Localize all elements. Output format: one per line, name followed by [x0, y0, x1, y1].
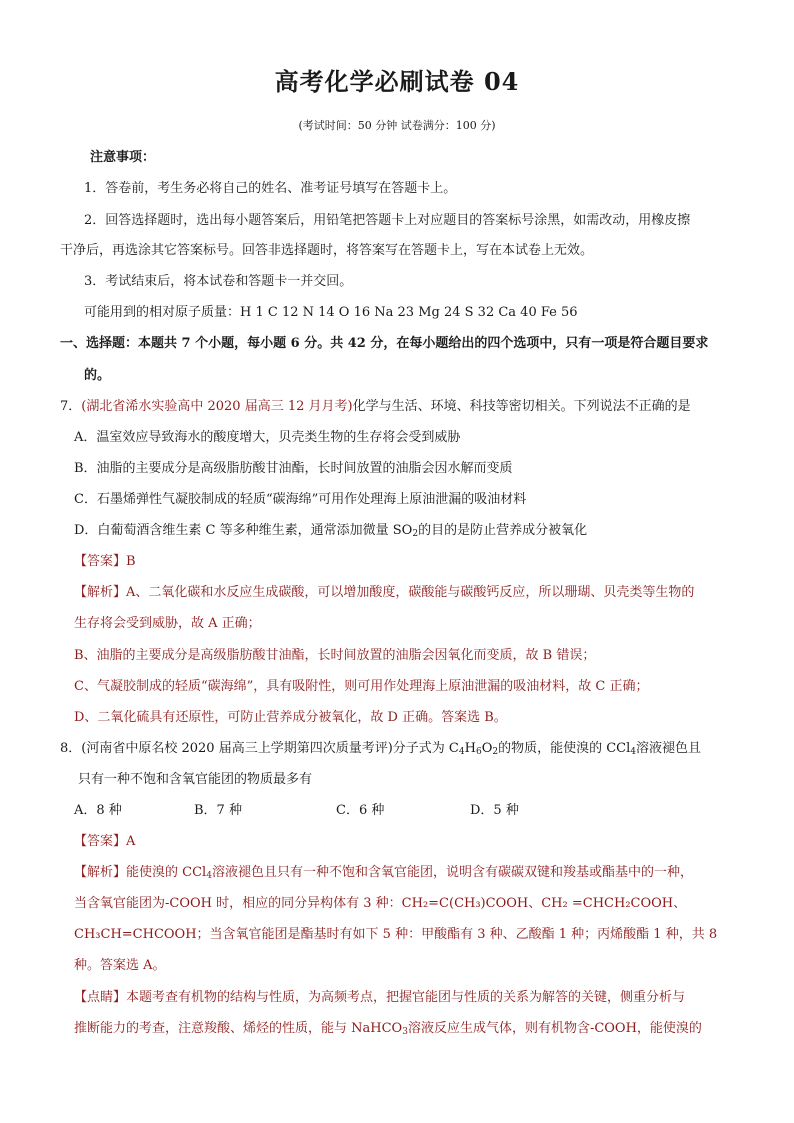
- question-8-stem-line-2: 只有一种不饱和含氧官能团的物质最多有: [78, 772, 313, 787]
- question-number: 8．: [60, 741, 82, 756]
- q8-option-b: B．7 种: [194, 803, 242, 818]
- q8-point-line-1: [74, 989, 685, 1007]
- atomic-masses: 可能用到的相对原子质量：H 1 C 12 N 14 O 16 Na 23 Mg 24 S 32 Ca 40 Fe 56: [84, 305, 578, 320]
- formula-part: O: [481, 741, 493, 756]
- q7-analysis-line-5: D、二氧化硫具有还原性，可防止营养成分被氧化，故 D 正确。答案选 B。: [74, 710, 507, 725]
- question-source: (河南省中原名校 2020 届高三上学期第四次质量考评): [81, 741, 393, 756]
- analysis-label: 【解析】: [74, 585, 127, 600]
- analysis-label: 【解析】: [74, 865, 127, 880]
- point-text: 溶液反应生成气体，则有机物含-COOH，能使溴的: [407, 1021, 702, 1036]
- notice-item-3: 3．考试结束后，将本试卷和答题卡一并交回。: [84, 274, 353, 289]
- question-7-stem: [60, 398, 691, 416]
- notice-heading: 注意事项：: [90, 150, 156, 165]
- notice-item-1: 1．答卷前，考生务必将自己的姓名、准考证号填写在答题卡上。: [84, 181, 457, 196]
- q8-option-a: A．8 种: [74, 803, 122, 818]
- answer-value: A: [126, 834, 136, 849]
- section-heading-line-2: 的。: [84, 368, 111, 383]
- q8-options: [74, 802, 519, 820]
- analysis-text: 溶液褪色且只有一种不饱和含氧官能团，说明含有碳碳双键和羧基或酯基中的一种，: [211, 865, 693, 880]
- option-text: D．白葡萄酒含维生素 C 等多种维生素，通常添加微量 SO: [74, 523, 413, 538]
- section-heading-line-1: 一、选择题：本题共 7 个小题，每小题 6 分。共 42 分，在每小题给出的四个选项中，只有一项是符合题目要求: [60, 336, 709, 351]
- question-8-stem-line-1: [60, 740, 701, 758]
- answer-label: 【答案】: [74, 834, 127, 849]
- q7-analysis-line-1: [74, 584, 694, 602]
- subscript: 6: [475, 747, 482, 757]
- subscript: 2: [492, 747, 499, 757]
- notice-item-2-line-1: 2．回答选择题时，选出每小题答案后，用铅笔把答题卡上对应题目的答案标号涂黑，如需改动，用橡皮擦: [84, 213, 691, 228]
- subscript: 4: [458, 747, 465, 757]
- question-text: 的物质，能使溴的 CCl: [498, 741, 631, 756]
- point-label: 【点睛】: [74, 990, 127, 1005]
- page-title: 高考化学必刷试卷 04: [274, 67, 520, 96]
- question-number: 7．: [60, 399, 82, 414]
- q7-analysis-line-2: 生存将会受到威胁，故 A 正确；: [74, 616, 261, 631]
- answer-label: 【答案】: [74, 554, 127, 569]
- subscript: 3: [402, 1027, 408, 1037]
- point-text: 本题考查有机物的结构与性质，为高频考点，把握官能团与性质的关系为解答的关键，侧重分析与: [126, 990, 686, 1005]
- q7-option-c: C．石墨烯弹性气凝胶制成的轻质“碳海绵”可用作处理海上原油泄漏的吸油材料: [74, 492, 527, 507]
- notice-item-2-line-2: 干净后，再选涂其它答案标号。回答非选择题时，将答案写在答题卡上，写在本试卷上无效。: [60, 243, 594, 258]
- question-text: 溶液褪色且: [636, 741, 702, 756]
- q8-analysis-line-1: [74, 864, 693, 882]
- q8-analysis-line-3: CH₃CH=CHCOOH；当含氧官能团是酯基时有如下 5 种：甲酸酯有 3 种、乙酸酯 1 种；丙烯酸酯 1 种，共 8: [74, 927, 718, 942]
- q8-analysis-line-4: 种。答案选 A。: [74, 958, 166, 973]
- q8-answer: [74, 833, 135, 851]
- subscript: 2: [412, 529, 419, 539]
- q7-option-a: A．温室效应导致海水的酸度增大，贝壳类生物的生存将会受到威胁: [74, 430, 461, 445]
- subscript: 4: [206, 871, 212, 881]
- answer-value: B: [126, 554, 136, 569]
- subscript: 4: [630, 747, 637, 757]
- q8-option-c: C．6 种: [336, 803, 385, 818]
- q7-analysis-line-3: B、油脂的主要成分是高级脂肪酸甘油酯，长时间放置的油脂会因氧化而变质，故 B 错误；: [74, 648, 596, 663]
- exam-info: (考试时间：50 分钟 试卷满分：100 分): [298, 119, 496, 132]
- point-text: 推断能力的考查，注意羧酸、烯烃的性质，能与 NaHCO: [74, 1021, 403, 1036]
- q8-analysis-line-2: 当含氧官能团为-COOH 时，相应的同分异构体有 3 种：CH₂=C(CH₃)COOH、CH₂ =CHCH₂COOH、: [74, 896, 687, 911]
- q7-answer: [74, 553, 136, 571]
- q7-analysis-line-4: C、气凝胶制成的轻质“碳海绵”，具有吸附性，则可用作处理海上原油泄漏的吸油材料，故 C 正确；: [74, 679, 649, 694]
- formula-part: H: [464, 741, 476, 756]
- q7-option-d: [74, 522, 587, 540]
- question-text: 化学与生活、环境、科技等密切相关。下列说法不正确的是: [352, 399, 691, 414]
- q8-option-d: D．5 种: [470, 803, 519, 818]
- q7-option-b: B．油脂的主要成分是高级脂肪酸甘油酯，长时间放置的油脂会因水解而变质: [74, 461, 513, 476]
- analysis-text: A、二氧化碳和水反应生成碳酸，可以增加酸度，碳酸能与碳酸钙反应，所以珊瑚、贝壳类等生物的: [126, 585, 695, 600]
- q8-point-line-2: [74, 1020, 702, 1038]
- question-source: (湖北省浠水实验高中 2020 届高三 12 月月考): [81, 399, 353, 414]
- option-text: 的目的是防止营养成分被氧化: [418, 523, 588, 538]
- analysis-text: 能使溴的 CCl: [126, 865, 207, 880]
- question-text: 分子式为 C: [392, 741, 459, 756]
